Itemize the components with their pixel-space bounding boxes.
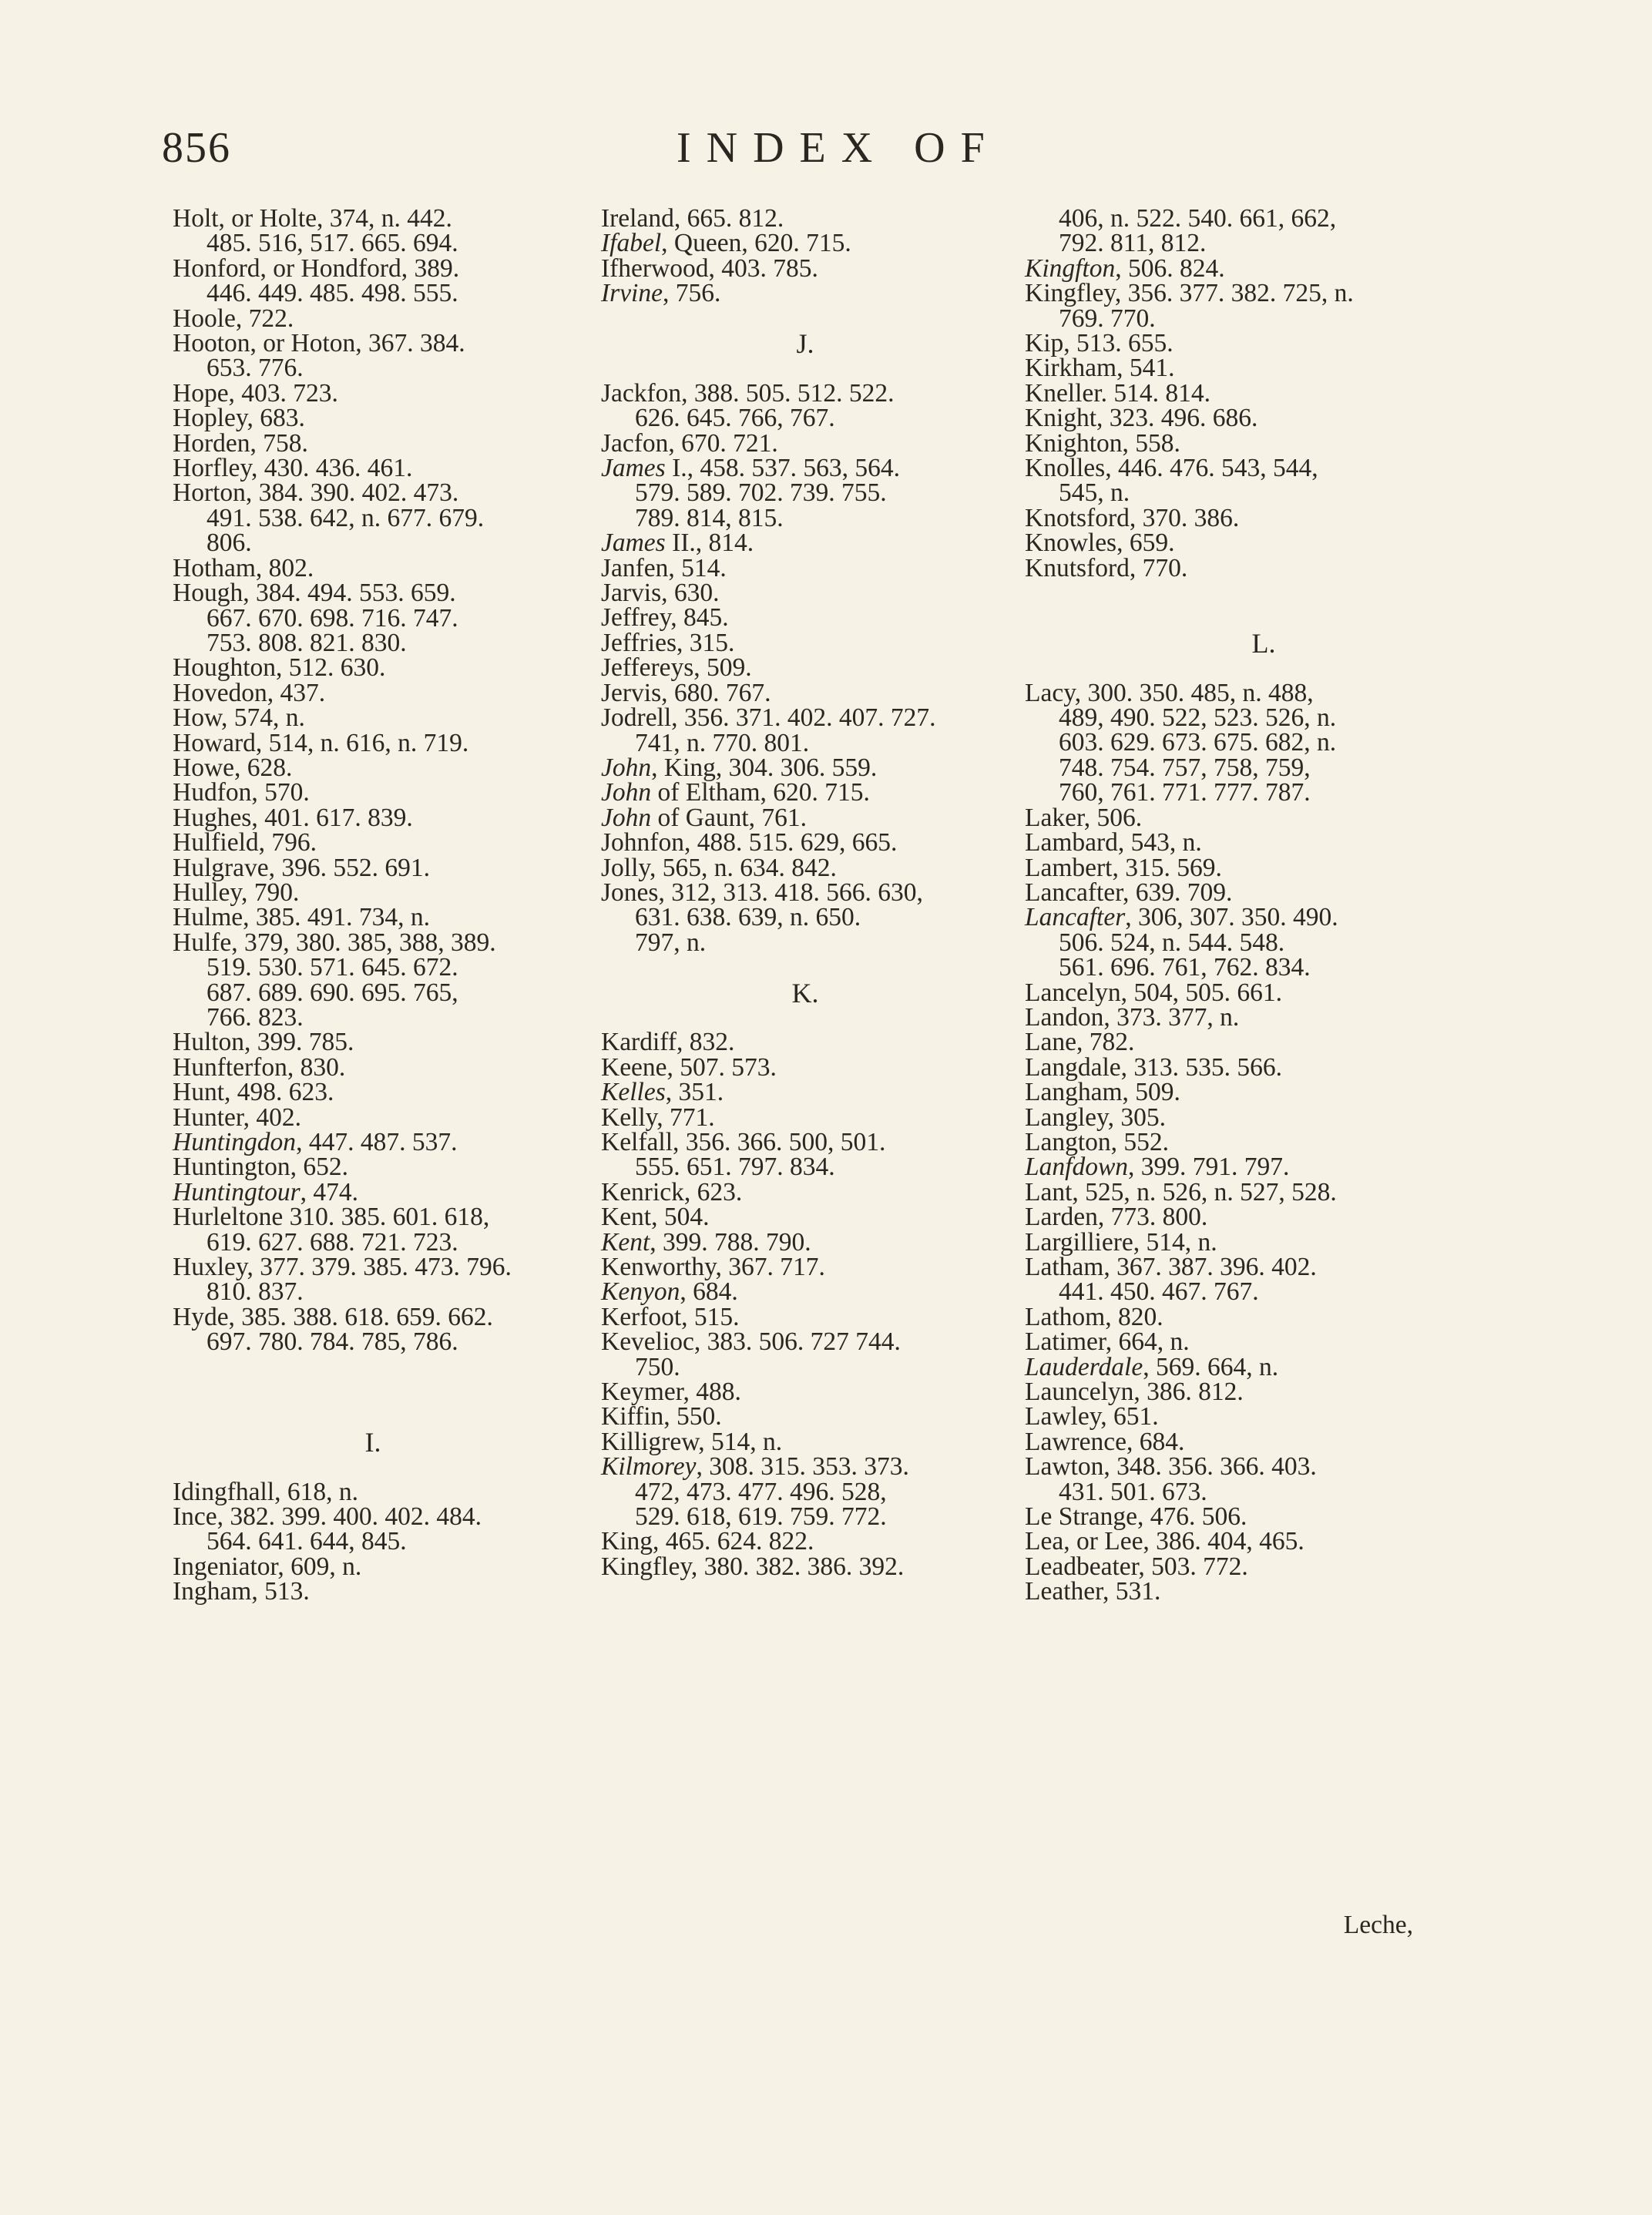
index-entry-line: Jervis, 680. 767. (601, 678, 771, 707)
index-entry-line: Houghton, 512. 630. (173, 653, 386, 683)
index-entry (173, 780, 573, 805)
section-letter-heading: I. (364, 1426, 381, 1458)
index-entry-line: Johnfon, 488. 515. 629, 665. (601, 828, 898, 857)
index-entry (1025, 1002, 1503, 1032)
index-entry (601, 653, 1009, 683)
index-entry-line: Jeffries, 315. (601, 628, 735, 657)
index-entry-line: 810. 837. (206, 1277, 304, 1307)
index-entry-line: Kardiff, 832. (601, 1028, 735, 1057)
index-entry (1025, 905, 1503, 980)
index-entry (601, 1102, 1009, 1132)
index-entry-line: Largilliere, 514, n. (1025, 1227, 1217, 1257)
index-entry (601, 1452, 1009, 1532)
index-entry (601, 603, 1009, 633)
index-entry-line: Kent, 504. (601, 1203, 710, 1232)
index-entry-line: Ireland, 665. 812. (601, 204, 784, 233)
index-entry-line: 561. 696. 761, 762. 834. (1059, 953, 1311, 982)
index-entry (601, 1255, 1009, 1280)
index-entry-line: Launcelyn, 386. 812. (1025, 1378, 1244, 1407)
index-entry (173, 1102, 573, 1132)
index-entry (1025, 456, 1503, 506)
index-entry-line: 485. 516, 517. 665. 694. (206, 229, 458, 258)
index-entry-line: Latham, 367. 387. 396. 402. (1025, 1253, 1317, 1282)
index-entry (1025, 1052, 1503, 1082)
index-entry (601, 1427, 1009, 1456)
index-entry-line: 687. 689. 690. 695. 765, (206, 978, 458, 1007)
index-entry (1025, 1529, 1503, 1554)
index-entry-line: Kevelioc, 383. 506. 727 744. (601, 1327, 901, 1357)
index-entry-line: Kneller. 514. 814. (1025, 378, 1210, 408)
index-entry-line: Hudfon, 570. (173, 778, 310, 807)
index-entry (173, 753, 573, 782)
index-entry-line: 697. 780. 784. 785, 786. (206, 1327, 458, 1357)
spacer (173, 1405, 573, 1429)
index-entry-line: Lawrence, 684. (1025, 1427, 1185, 1456)
index-entry (1025, 1452, 1503, 1506)
index-entry-line: 748. 754. 757, 758, 759, (1059, 753, 1311, 782)
index-entry-line: Kingfley, 380. 382. 386. 392. (601, 1552, 905, 1581)
index-entry-line: Howard, 514, n. 616, n. 719. (173, 728, 469, 757)
index-entry (1025, 1155, 1503, 1180)
index-entry (1025, 1352, 1503, 1381)
index-entry-line: Lawley, 651. (1025, 1402, 1159, 1431)
index-entry (173, 1502, 573, 1556)
index-entry-line: Holt, or Holte, 374, n. 442. (173, 204, 452, 233)
index-entry (173, 456, 573, 481)
index-entry-line: Jeffrey, 845. (601, 603, 729, 633)
index-entry-line: Hyde, 385. 388. 618. 659. 662. (173, 1302, 493, 1331)
index-entry-line: John of Gaunt, 761. (601, 803, 808, 832)
index-entry-line: Idingfhall, 618, n. (173, 1477, 358, 1506)
index-entry-line: 555. 651. 797. 834. (635, 1153, 835, 1182)
index-entry-line: 769. 770. (1059, 304, 1156, 333)
spacer (601, 356, 1009, 381)
index-entry (1025, 828, 1503, 857)
index-entry-line: James I., 458. 537. 563, 564. (601, 454, 900, 483)
index-entry (173, 478, 573, 558)
index-entry-line: Kerfoot, 515. (601, 1302, 740, 1331)
index-entry-line: Lancafter, 639. 709. (1025, 878, 1233, 907)
index-column-3 (1025, 206, 1503, 1605)
index-entry-line: Lanfdown, 399. 791. 797. (1025, 1153, 1290, 1182)
index-entry (173, 853, 573, 882)
index-entry-line: Jones, 312, 313. 418. 566. 630, (601, 878, 923, 907)
index-entry-line: Kelles, 351. (601, 1078, 724, 1107)
index-entry-line: 619. 627. 688. 721. 723. (206, 1227, 458, 1257)
index-entry-line: 506. 524, n. 544. 548. (1059, 928, 1285, 957)
index-entry-line: Honford, or Hondford, 389. (173, 253, 460, 283)
index-entry-line: Hughes, 401. 617. 839. (173, 803, 413, 832)
index-entry-line: 626. 645. 766, 767. (635, 404, 835, 433)
index-entry-line: Latimer, 664, n. (1025, 1327, 1190, 1357)
index-entry-line: Keymer, 488. (601, 1378, 741, 1407)
index-entry-line: 529. 618, 619. 759. 772. (635, 1502, 887, 1532)
index-entry (1025, 1102, 1503, 1132)
index-column-2 (601, 206, 1009, 1579)
index-entry (1025, 978, 1503, 1007)
index-entry (601, 1177, 1009, 1207)
index-entry (1025, 1502, 1503, 1532)
index-entry-line: Jarvis, 630. (601, 579, 720, 608)
index-entry (173, 905, 573, 930)
index-entry-line: 446. 449. 485. 498. 555. (206, 279, 458, 308)
index-entry-line: Janfen, 514. (601, 553, 727, 582)
index-entry (601, 753, 1009, 782)
index-entry-line: 564. 641. 644, 845. (206, 1527, 407, 1556)
index-entry-line: Lancelyn, 504, 505. 661. (1025, 978, 1283, 1007)
index-entry (173, 1080, 573, 1105)
index-entry-line: Laker, 506. (1025, 803, 1143, 832)
index-entry (1025, 853, 1503, 882)
index-entry (1025, 1227, 1503, 1257)
index-entry-line: 789. 814, 815. (635, 503, 784, 532)
index-entry-line: Jackfon, 388. 505. 512. 522. (601, 378, 895, 408)
index-entry-line: Kip, 513. 655. (1025, 329, 1174, 358)
index-entry-line: 431. 501. 673. (1059, 1477, 1207, 1506)
index-entry (1025, 1080, 1503, 1105)
index-entry-line: Larden, 773. 800. (1025, 1203, 1208, 1232)
index-entry-line: 741, n. 770. 801. (635, 728, 810, 757)
index-entry-line: Ingham, 513. (173, 1577, 310, 1606)
index-entry-line: 491. 538. 642, n. 677. 679. (206, 503, 485, 532)
index-entry-line: Landon, 373. 377, n. (1025, 1002, 1240, 1032)
index-entry-line: Horfley, 430. 436. 461. (173, 454, 413, 483)
index-entry-line: Huntingdon, 447. 487. 537. (173, 1128, 458, 1157)
index-entry-line: Hunt, 498. 623. (173, 1078, 334, 1107)
index-entry-line: Knutsford, 770. (1025, 553, 1188, 582)
index-entry-line: Ifabel, Queen, 620. 715. (601, 229, 851, 258)
index-entry (1025, 1380, 1503, 1405)
index-entry-line: Knotsford, 370. 386. (1025, 503, 1240, 532)
index-entry (1025, 406, 1503, 431)
index-entry-line: Hulley, 790. (173, 878, 300, 907)
index-entry-line: 441. 450. 467. 767. (1059, 1277, 1259, 1307)
index-entry-line: Hunfterfon, 830. (173, 1052, 346, 1082)
index-entry (1025, 529, 1503, 558)
index-entry (173, 553, 573, 582)
index-entry (601, 553, 1009, 582)
index-entry (601, 1205, 1009, 1230)
index-entry (173, 1205, 573, 1255)
index-entry-line: Lane, 782. (1025, 1028, 1135, 1057)
index-entry-line: Lauderdale, 569. 664, n. (1025, 1352, 1279, 1381)
index-entry (601, 1380, 1009, 1405)
index-entry-line: Jeffereys, 509. (601, 653, 752, 683)
index-entry-line: 750. (635, 1352, 680, 1381)
index-entry (601, 581, 1009, 606)
index-entry (173, 1552, 573, 1581)
index-entry (173, 703, 573, 733)
index-entry-line: Huntingtour, 474. (173, 1177, 359, 1207)
index-entry-line: 806. (206, 529, 252, 558)
index-entry (1025, 553, 1503, 582)
index-entry (173, 428, 573, 458)
page-number: 856 (162, 124, 231, 172)
index-entry-line: Ince, 382. 399. 400. 402. 484. (173, 1502, 482, 1532)
index-entry (601, 1227, 1009, 1257)
index-entry-line: Langdale, 313. 535. 566. (1025, 1052, 1283, 1082)
spacer (173, 1355, 573, 1380)
index-entry (1025, 253, 1503, 283)
index-entry (601, 206, 1009, 231)
spacer (173, 1380, 573, 1405)
index-entry-line: 603. 629. 673. 675. 682, n. (1059, 728, 1337, 757)
index-entry-line: Knolles, 446. 476. 543, 544, (1025, 454, 1318, 483)
index-entry-line: Hotham, 802. (173, 553, 314, 582)
index-entry-line: Lant, 525, n. 526, n. 527, 528. (1025, 1177, 1337, 1207)
index-entry (601, 1127, 1009, 1182)
index-entry-line: 792. 811, 812. (1059, 229, 1207, 258)
index-entry (601, 878, 1009, 957)
index-entry (173, 728, 573, 757)
index-entry (1025, 878, 1503, 907)
index-entry-line: Langham, 509. (1025, 1078, 1180, 1107)
index-entry (173, 253, 573, 308)
index-entry (173, 1130, 573, 1155)
index-entry (601, 828, 1009, 857)
index-entry-line: Lambard, 543, n. (1025, 828, 1202, 857)
index-entry-line: Hulgrave, 396. 552. 691. (173, 853, 431, 882)
index-entry-line: 797, n. (635, 928, 707, 957)
index-entry (601, 853, 1009, 882)
index-entry-line: Hulfe, 379, 380. 385, 388, 389. (173, 928, 496, 957)
index-entry (1025, 281, 1503, 331)
index-entry-line: Kent, 399. 788. 790. (601, 1227, 811, 1257)
index-entry (601, 1030, 1009, 1055)
index-entry-line: Hooton, or Hoton, 367. 384. (173, 329, 465, 358)
index-entry (173, 331, 573, 381)
section-letter-heading: J. (796, 328, 814, 360)
index-entry (173, 878, 573, 907)
index-entry-line: 579. 589. 702. 739. 755. (635, 478, 887, 508)
index-entry (601, 1277, 1009, 1307)
index-entry-line: Kenworthy, 367. 717. (601, 1253, 825, 1281)
index-entry (173, 1052, 573, 1082)
index-entry (601, 529, 1009, 558)
index-entry-line: Kenyon, 684. (601, 1277, 738, 1307)
index-entry (601, 678, 1009, 707)
index-entry (173, 1155, 573, 1180)
index-column-1 (173, 206, 573, 1605)
index-entry-line: Kilmorey, 308. 315. 353. 373. (601, 1452, 909, 1482)
index-entry-line: Horden, 758. (173, 428, 308, 458)
index-entry-line: Lambert, 315. 569. (1025, 853, 1222, 882)
index-entry (1025, 1427, 1503, 1456)
index-entry-line: James II., 814. (601, 529, 754, 558)
index-entry (601, 628, 1009, 657)
index-entry-line: Kenrick, 623. (601, 1177, 743, 1207)
index-entry-line: 472, 473. 477. 496. 528, (635, 1477, 887, 1506)
index-entry (1025, 1552, 1503, 1581)
index-entry-line: Kingfley, 356. 377. 382. 725, n. (1025, 279, 1354, 308)
index-entry-line: Lathom, 820. (1025, 1302, 1163, 1331)
index-entry (173, 406, 573, 431)
index-entry (173, 581, 573, 656)
index-entry (1025, 803, 1503, 832)
spacer (1025, 581, 1503, 606)
index-entry-line: Hurleltone 310. 385. 601. 618, (173, 1203, 490, 1232)
index-entry (173, 1255, 573, 1305)
index-entry (173, 678, 573, 707)
index-entry (1025, 503, 1503, 532)
index-entry (601, 1302, 1009, 1331)
index-entry (173, 1579, 573, 1604)
index-entry (601, 703, 1009, 757)
index-entry (173, 206, 573, 257)
index-entry-line: Ingeniator, 609, n. (173, 1552, 362, 1581)
index-entry-line: Leadbeater, 503. 772. (1025, 1552, 1248, 1581)
index-entry (173, 1302, 573, 1357)
index-entry (601, 456, 1009, 531)
index-entry (601, 1402, 1009, 1431)
index-entry (1025, 1302, 1503, 1331)
index-entry-line: 631. 638. 639, n. 650. (635, 903, 861, 932)
index-entry-line: Hulfield, 796. (173, 828, 317, 857)
index-entry (601, 1529, 1009, 1554)
index-entry (601, 1552, 1009, 1581)
index-entry-line: Ifherwood, 403. 785. (601, 253, 818, 283)
index-entry-line: 667. 670. 698. 716. 747. (206, 603, 458, 633)
index-entry-line: Keene, 507. 573. (601, 1052, 777, 1082)
index-entry (601, 231, 1009, 256)
index-entry-line: 760, 761. 771. 777. 787. (1059, 778, 1311, 807)
index-entry-line: Lacy, 300. 350. 485, n. 488, (1025, 678, 1314, 707)
index-entry (601, 1052, 1009, 1082)
index-entry (1025, 1030, 1503, 1055)
index-entry (1025, 356, 1503, 381)
index-entry (1025, 331, 1503, 356)
index-entry-line: Lea, or Lee, 386. 404, 465. (1025, 1527, 1304, 1556)
index-entry (601, 378, 1009, 433)
index-entry (1025, 1327, 1503, 1357)
index-entry-line: Lancafter, 306, 307. 350. 490. (1025, 903, 1338, 932)
index-entry-line: 753. 808. 821. 830. (206, 628, 407, 657)
index-entry (173, 803, 573, 832)
index-entry (601, 1080, 1009, 1105)
index-entry-line: Kelfall, 356. 366. 500, 501. (601, 1127, 886, 1156)
index-entry (1025, 378, 1503, 408)
index-entry-line: Langton, 552. (1025, 1127, 1170, 1156)
index-entry (173, 378, 573, 408)
index-entry-line: King, 465. 624. 822. (601, 1527, 814, 1556)
index-entry (601, 1327, 1009, 1381)
index-entry-line: Hoole, 722. (173, 304, 294, 333)
index-entry-line: Killigrew, 514, n. (601, 1427, 783, 1456)
index-entry (1025, 428, 1503, 458)
index-entry (601, 803, 1009, 832)
spacer (1025, 656, 1503, 680)
index-entry-line: 406, n. 522. 540. 661, 662, (1059, 204, 1337, 233)
index-entry (173, 928, 573, 1032)
index-entry-line: Leather, 531. (1025, 1577, 1161, 1606)
index-entry (173, 828, 573, 857)
index-entry-line: Horton, 384. 390. 402. 473. (173, 478, 459, 508)
spacer (601, 955, 1009, 980)
index-entry (173, 1030, 573, 1055)
index-entry-line: Kelly, 771. (601, 1102, 715, 1132)
spacer (173, 1455, 573, 1479)
index-entry-line: Langley, 305. (1025, 1102, 1166, 1132)
index-entry-line: Huntington, 652. (173, 1153, 348, 1182)
index-entry-line: Howe, 628. (173, 753, 293, 782)
index-entry-line: 489, 490. 522, 523. 526, n. (1059, 703, 1337, 733)
index-entry-line: Knight, 323. 496. 686. (1025, 404, 1258, 433)
index-entry-line: Knowles, 659. (1025, 529, 1175, 558)
index-entry (1025, 1579, 1503, 1604)
index-entry (1025, 1255, 1503, 1305)
index-entry-line: Le Strange, 476. 506. (1025, 1502, 1247, 1532)
index-entry-line: Hough, 384. 494. 553. 659. (173, 579, 456, 608)
index-entry-line: Huxley, 377. 379. 385. 473. 796. (173, 1253, 512, 1282)
index-entry-line: 766. 823. (206, 1003, 304, 1032)
index-entry-line: How, 574, n. (173, 703, 305, 733)
index-entry-line: 545, n. (1059, 478, 1130, 508)
index-entry-line: Hunter, 402. (173, 1102, 302, 1132)
index-entry (1025, 206, 1503, 257)
index-entry (1025, 678, 1503, 807)
index-entry-line: Jodrell, 356. 371. 402. 407. 727. (601, 703, 936, 733)
index-entry-line: Hovedon, 437. (173, 678, 326, 707)
index-entry-line: Lawton, 348. 356. 366. 403. (1025, 1452, 1317, 1482)
index-entry-line: John, King, 304. 306. 559. (601, 753, 878, 782)
index-entry-line: Kirkham, 541. (1025, 354, 1175, 383)
running-head: INDEX OF (677, 124, 1000, 172)
index-entry (1025, 1177, 1503, 1207)
section-letter-heading: K. (791, 977, 819, 1008)
index-entry-line: John of Eltham, 620. 715. (601, 778, 870, 807)
index-entry-line: Jolly, 565, n. 634. 842. (601, 853, 837, 882)
index-entry (173, 1477, 573, 1506)
index-entry (173, 304, 573, 333)
index-entry-line: Hulme, 385. 491. 734, n. (173, 903, 431, 932)
index-entry (1025, 1127, 1503, 1156)
index-entry-line: Knighton, 558. (1025, 428, 1180, 458)
index-entry (1025, 1402, 1503, 1431)
index-entry-line: 519. 530. 571. 645. 672. (206, 953, 458, 982)
index-entry (601, 281, 1009, 306)
index-entry (173, 653, 573, 683)
index-entry-line: Hulton, 399. 785. (173, 1028, 354, 1057)
index-entry (173, 1177, 573, 1207)
index-entry-line: Hope, 403. 723. (173, 378, 338, 408)
index-entry-line: Kiffin, 550. (601, 1402, 722, 1431)
index-entry-line: Hopley, 683. (173, 404, 305, 433)
catchword: Leche, (1343, 1911, 1413, 1939)
section-letter-heading: L. (1251, 627, 1276, 659)
index-entry (601, 428, 1009, 458)
index-entry-line: Jacfon, 670. 721. (601, 428, 778, 458)
index-entry (601, 780, 1009, 805)
spacer (601, 1005, 1009, 1030)
index-entry-line: 653. 776. (206, 354, 304, 383)
index-entry-line: Irvine, 756. (601, 279, 721, 308)
index-entry (1025, 1205, 1503, 1230)
index-entry (601, 253, 1009, 283)
index-entry-line: Kingfton, 506. 824. (1025, 253, 1225, 283)
